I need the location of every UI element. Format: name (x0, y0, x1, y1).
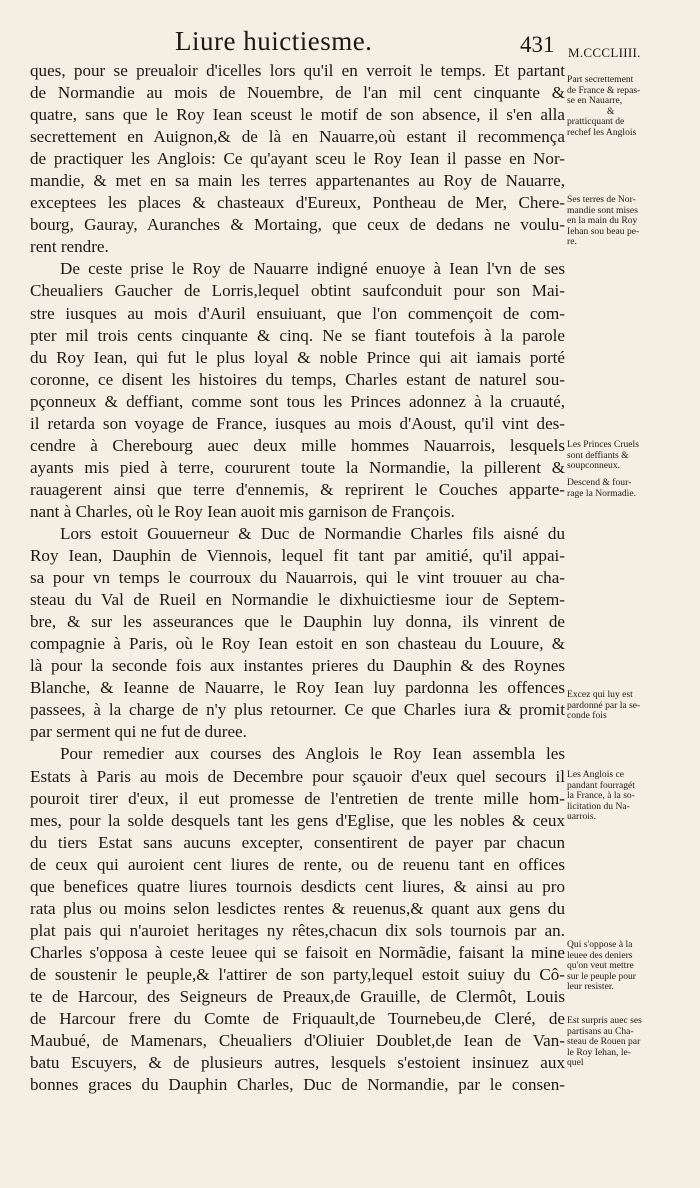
note-line: licitation du Na- (567, 801, 630, 812)
text-line: passees, à la charge de n'y plus retourner. Ce que Charles iura & promit (30, 700, 565, 720)
text-line: par serment qui ne fut de duree. (30, 722, 247, 742)
note-line: Descend & four- (567, 478, 632, 488)
note-line: pandant fourragét (567, 780, 635, 791)
note-line: Iehan sou beau pe- (567, 226, 640, 237)
text-line: Roy Iean, Dauphin de Viennois, lequel fit tant par amitié, qu'il appai- (30, 546, 565, 566)
note-line: re. (567, 237, 577, 248)
text-line: Lors estoit Gouuerneur & Duc de Normandie Charles fils aisné du (60, 523, 565, 543)
text-line: bonnes graces du Dauphin Charles, Duc de Normandie, par le consen- (30, 1075, 565, 1095)
page-number: 431 (520, 32, 555, 57)
note-line: Excez qui luy est (567, 690, 633, 700)
marginal-note (567, 75, 693, 139)
note-line: & (607, 106, 615, 117)
text-line: ques, pour se preualoir d'icelles lors qu'il en verroit le temps. Et partant (30, 61, 565, 80)
marginal-note (567, 1016, 693, 1069)
text-line: Pour remedier aux courses des Anglois le Roy Iean assembla les (60, 744, 565, 764)
text-line: bre, & sur les asseurances que le Dauphin luy donna, ils vinrent de (30, 612, 565, 632)
text-line: Cheualiers Gaucher de Lorris,lequel obtint saufconduit pour son Mai- (30, 281, 565, 301)
text-line: ayants mis pied à terre, coururent toute la Normandie, la pillerent & (30, 457, 565, 477)
note-line: steau de Rouen par (567, 1037, 641, 1048)
text-line: que benefices quatre liures tournois desdicts cent liures, & ainsi au pro (30, 876, 565, 896)
note-line: Qui s'oppose à la (567, 940, 633, 950)
text-line: Blanche, & Ieanne de Nauarre, le Roy Iean luy pardonna les offences (30, 678, 565, 698)
note-line: le Roy Iehan, le- (567, 1047, 631, 1058)
note-line: quel (567, 1058, 584, 1069)
text-line: Estats à Paris au mois de Decembre pour sçauoir d'eux quel secours il (30, 766, 565, 786)
text-line: rauagerent ainsi que terre d'ennemis, & reprirent le Couches apparte- (30, 479, 565, 499)
text-line: mes, pour la solde desquels tant les gens d'Eglise, que les nobles & ceux (30, 810, 565, 830)
text-line: steau du Val de Rueil en Normandie le dixhuictiesme iour de Septem- (30, 590, 565, 610)
text-line: mandie, & met en sa main les terres appartenantes au Roy de Nauarre, (30, 171, 565, 191)
text-line: exceptees les places & chasteaux d'Eureux, Pontheau de Mer, Chere- (30, 193, 565, 213)
text-line: de Harcour frere du Comte de Friquault,de Tournebeu,de Cleré, de (30, 1009, 565, 1029)
text-line: rent rendre. (30, 237, 109, 257)
text-line: compagnie à Paris, où le Roy Iean estoit en son chasteau du Louure, & (30, 634, 565, 654)
note-line: uarrois. (567, 812, 597, 823)
text-line: te de Harcour, des Seigneurs de Preaux,de Grauille, de Clermôt, Louis (30, 986, 565, 1006)
marginal-note (567, 690, 693, 722)
note-line: Part secrettement (567, 75, 634, 85)
text-line: sa pour vn temps le courroux du Nauarrois, qui le vint trouuer au cha- (30, 568, 565, 588)
marginal-note (567, 478, 693, 499)
note-line: en la main du Roy (567, 216, 638, 227)
marginal-note (567, 940, 693, 993)
text-line: il retarda son voyage de France, iusques au mois d'Aoust, qu'il vint des- (30, 413, 565, 433)
text-line: de practiquer les Anglois: Ce qu'ayant sceu le Roy Iean il passe en Nor- (30, 149, 565, 169)
note-line: se en Nauarre, (567, 96, 623, 107)
text-line: là pour la seconde fois aux instantes prieres du Dauphin & des Roynes (30, 656, 565, 676)
text-line: pter mil trois cents cinquante & cinq. Ne se fiant toutefois à la parole (30, 325, 565, 345)
text-line: pçonneux & deffiant, comme sont tous les Princes adonnez à la cruauté, (30, 391, 565, 411)
text-line: stre iusques au mois d'Auril ensuiuant, que l'on commençoit de com- (30, 303, 565, 323)
text-line: pouroit tirer d'eux, il eut promesse de l'entretien de trente mille hom- (30, 788, 565, 808)
text-line: bourg, Gauray, Auranches & Mortaing, que ceux de dedans ne voulu- (30, 215, 565, 235)
note-line: leuee des deniers (567, 950, 633, 961)
note-line: soupconneux. (567, 461, 621, 472)
note-line: Ses terres de Nor- (567, 195, 636, 205)
text-line: cendre à Cherebourg auec deux mille hommes Nauarrois, lesquels (30, 435, 565, 455)
text-line: du Roy Iean, qui fut le plus loyal & noble Prince qui ait iamais porté (30, 347, 565, 367)
note-line: partisans au Cha- (567, 1026, 634, 1037)
note-line: sur le peuple pour (567, 971, 637, 982)
note-line: pratticquant de (567, 117, 625, 128)
body-text (30, 60, 565, 1096)
text-line: batu Escuyers, & de plusieurs autres, lesquels s'estoient insinuez aux (30, 1053, 565, 1073)
running-title: Liure huictiesme. (175, 26, 373, 56)
marginal-note (567, 770, 693, 823)
text-line: de soustenir le peuple,& l'attirer de son party,lequel estoit suiuy du Cô- (30, 964, 565, 984)
note-line: mandie sont mises (567, 205, 638, 216)
note-line: sont deffiants & (567, 450, 629, 461)
note-line: conde fois (567, 711, 607, 722)
text-line: Charles s'opposa à ceste leuee qui se faisoit en Normãdie, faisant la mine (30, 942, 565, 962)
year-marginal-note: M.CCCLIIII. (568, 45, 641, 60)
note-line: rage la Normadie. (567, 488, 636, 499)
note-line: Les Princes Cruels (567, 440, 639, 450)
note-line: Est surpris auec ses (567, 1016, 642, 1026)
marginal-note (567, 440, 693, 472)
note-line: rechef les Anglois (567, 127, 637, 138)
text-line: quatre, sans que le Roy Iean sceust le motif de son absence, il s'en alla (30, 105, 565, 125)
text-line: du tiers Estat sans aucuns excepter, consentirent de payer par chacun (30, 832, 565, 852)
text-line: plat pais qui n'auroiet heritages ny rêtes,chacun dix sols tournois par an. (30, 920, 565, 940)
text-line: secrettement en Auignon,& de là en Nauarre,où estant il recommença (30, 127, 565, 147)
note-line: qu'on veut mettre (567, 961, 634, 972)
text-line: coronne, ce disent les histoires du temps, Charles estant de naturel sou- (30, 369, 565, 389)
text-line: nant à Charles, où le Roy Iean auoit mis garnison de François. (30, 501, 455, 521)
text-line: de Normandie au mois de Nouembre, de l'an mil cent cinquante & (30, 83, 565, 103)
note-line: de France & repas- (567, 85, 641, 96)
note-line: leur resister. (567, 982, 614, 993)
note-line: la France, à la so- (567, 791, 635, 802)
marginal-note (567, 195, 693, 248)
text-line: De ceste prise le Roy de Nauarre indigné enuoye à Iean l'vn de ses (60, 259, 565, 279)
text-line: Maubué, de Mamenars, Cheualiers d'Oliuier Doublet,de Iean de Van- (30, 1031, 565, 1051)
text-line: de ceux qui auroient cent liures de rente, ou de reuenu tant en offices (30, 854, 565, 874)
note-line: Les Anglois ce (567, 770, 625, 780)
text-line: rata plus ou moins selon lesdictes rentes & reuenus,& quant aux gens du (30, 898, 565, 918)
note-line: pardonné par la se- (567, 700, 641, 711)
